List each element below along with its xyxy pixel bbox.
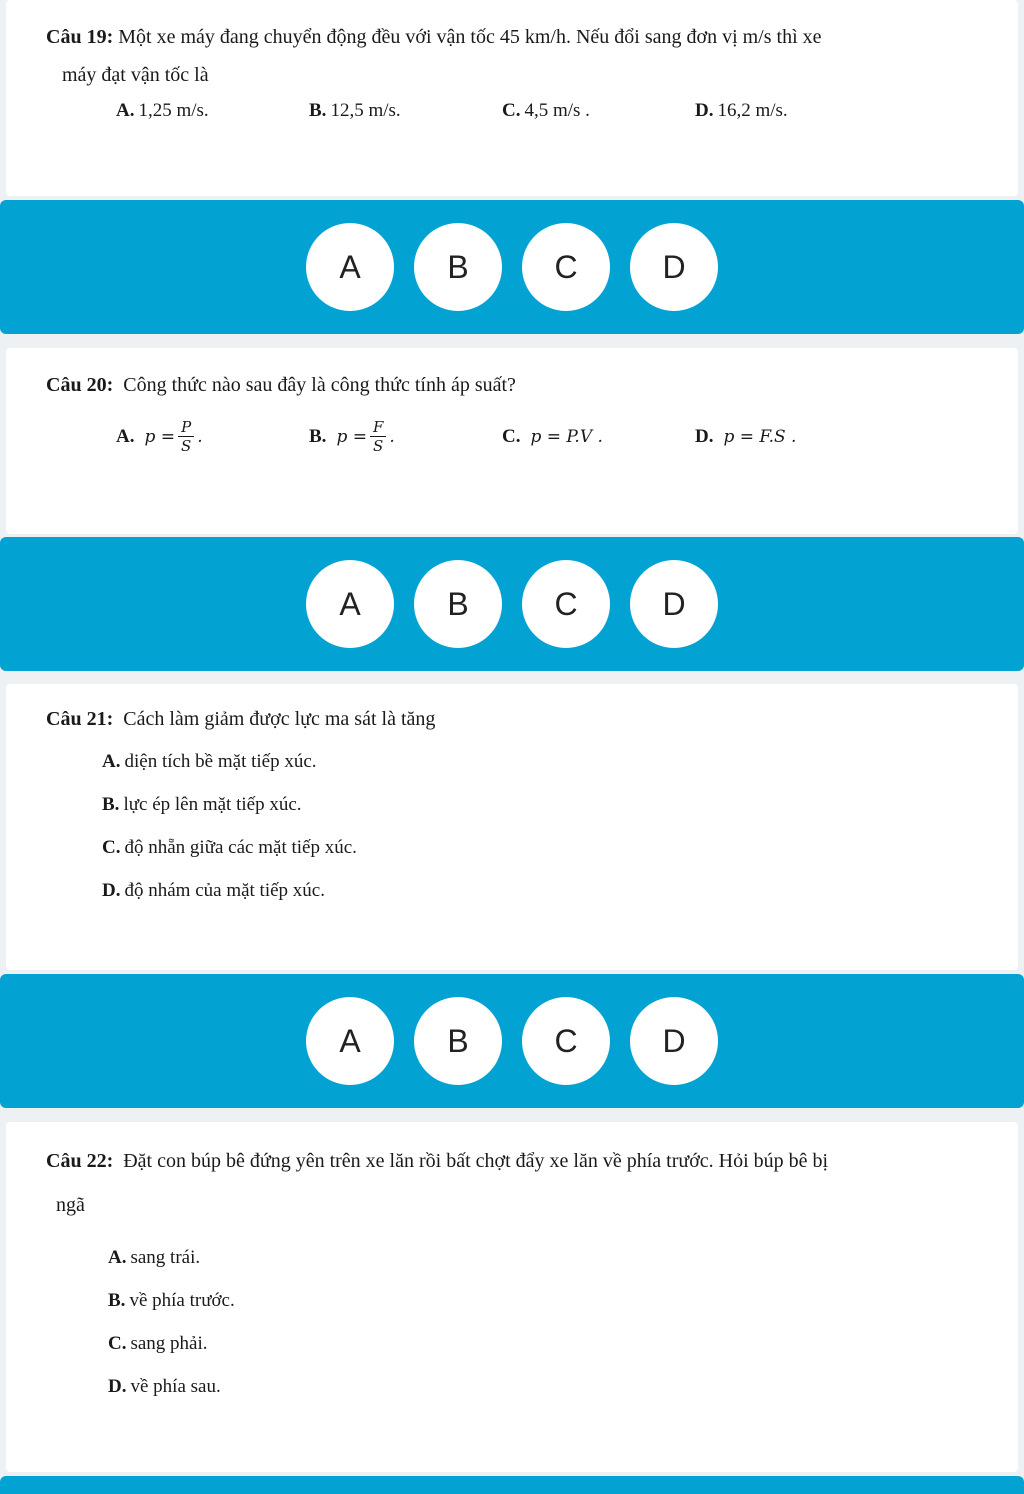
- option-b: B. lực ép lên mặt tiếp xúc.: [102, 794, 302, 815]
- answer-b-button[interactable]: B: [414, 997, 502, 1085]
- option-b: B. về phía trước.: [108, 1290, 235, 1311]
- answer-b-button[interactable]: B: [414, 223, 502, 311]
- option-c: C. sang phải.: [108, 1333, 208, 1354]
- answer-c-button[interactable]: C: [522, 997, 610, 1085]
- question-19-text: [6, 0, 1018, 56]
- option-d: D. 16,2 m/s.: [695, 100, 788, 121]
- answer-a-button[interactable]: A: [306, 560, 394, 648]
- option-a: A. sang trái.: [108, 1247, 201, 1268]
- option-c: C. 4,5 m/s .: [502, 100, 590, 121]
- question-19-options: [6, 100, 1018, 122]
- answer-b-button[interactable]: B: [414, 560, 502, 648]
- answer-bar-21: [0, 974, 1024, 1108]
- question-20-body: Công thức nào sau đây là công thức tính áp suất?: [123, 374, 516, 396]
- option-d: D. về phía sau.: [108, 1376, 221, 1397]
- answer-d-button[interactable]: D: [630, 560, 718, 648]
- answer-a-button[interactable]: A: [306, 997, 394, 1085]
- question-22-label: Câu 22:: [46, 1150, 114, 1172]
- answer-a-button[interactable]: A: [306, 223, 394, 311]
- question-20-card: [6, 348, 1018, 534]
- option-b: B. p = $\frac{F}{S}$ .: [309, 418, 395, 455]
- option-a: A. p = $\frac{P}{S}$ .: [116, 418, 203, 455]
- question-21-label: Câu 21:: [46, 708, 114, 730]
- answer-d-button[interactable]: D: [630, 997, 718, 1085]
- answer-c-button[interactable]: C: [522, 560, 610, 648]
- question-21-text: [6, 684, 1018, 738]
- question-22-text: [6, 1122, 1018, 1180]
- option-b: B. 12,5 m/s.: [309, 100, 401, 121]
- answer-bar-22-partial: [0, 1476, 1024, 1494]
- answer-bar-20: [0, 537, 1024, 671]
- question-21-card: [6, 684, 1018, 970]
- question-19-label: Câu 19:: [46, 26, 114, 48]
- option-c: C. độ nhẵn giữa các mặt tiếp xúc.: [102, 837, 357, 858]
- option-c: C. p = P.V .: [502, 425, 603, 447]
- option-d: D. p = F.S .: [695, 425, 797, 447]
- question-19-text-line2: máy đạt vận tốc là: [62, 64, 209, 86]
- question-19-card: [6, 0, 1018, 196]
- question-22-body: Đặt con búp bê đứng yên trên xe lăn rồi bất chợt đẩy xe lăn về phía trước. Hỏi búp bê bị: [123, 1150, 829, 1172]
- question-19-body: Một xe máy đang chuyển động đều với vận tốc 45 km/h. Nếu đổi sang đơn vị m/s thì xe: [118, 26, 822, 48]
- option-d: D. độ nhám của mặt tiếp xúc.: [102, 880, 325, 901]
- question-22-text-line2: ngã: [56, 1194, 85, 1216]
- answer-bar-19: [0, 200, 1024, 334]
- question-22-card: [6, 1122, 1018, 1472]
- question-22-options: [6, 1236, 1018, 1408]
- question-21-body: Cách làm giảm được lực ma sát là tăng: [123, 708, 436, 730]
- question-20-label: Câu 20:: [46, 374, 114, 396]
- answer-c-button[interactable]: C: [522, 223, 610, 311]
- option-a: A. diện tích bề mặt tiếp xúc.: [102, 751, 317, 772]
- answer-d-button[interactable]: D: [630, 223, 718, 311]
- question-20-text: [6, 348, 1018, 404]
- question-20-options: [6, 418, 1018, 455]
- question-21-options: [6, 740, 1018, 912]
- option-a: A. 1,25 m/s.: [116, 100, 209, 121]
